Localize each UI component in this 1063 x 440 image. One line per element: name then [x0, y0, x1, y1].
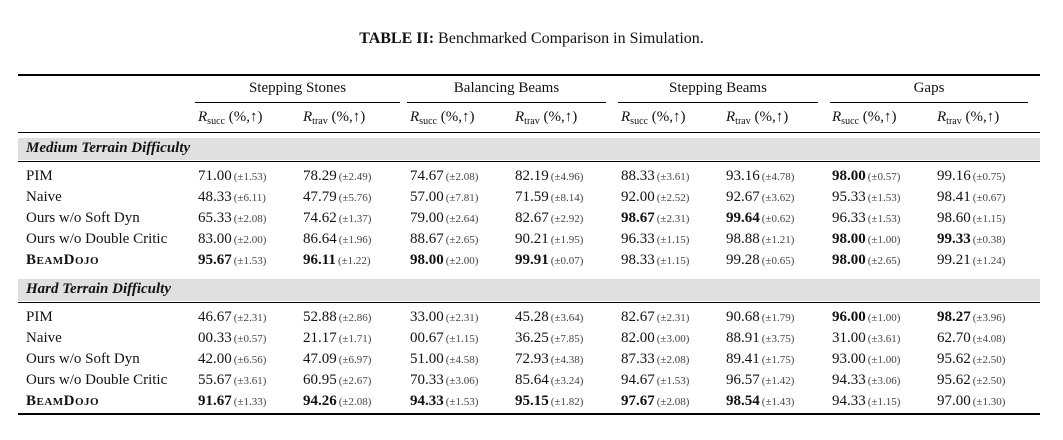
table-cell [937, 168, 1005, 185]
cell-value: 94.33 [832, 393, 866, 409]
row-label: Naive [26, 189, 62, 205]
table-cell [410, 351, 478, 368]
table-cell [832, 168, 900, 185]
cell-value: 98.41 [937, 189, 971, 205]
table-cell [832, 231, 900, 248]
table-cell [515, 330, 583, 347]
cell-value: 98.33 [621, 252, 655, 268]
table-rule [18, 161, 1040, 162]
cell-value: 42.00 [198, 351, 232, 367]
cell-value: 99.91 [515, 252, 549, 268]
cell-std: (±1.33) [233, 396, 267, 408]
cell-value: 96.33 [832, 210, 866, 226]
cell-value: 99.16 [937, 168, 971, 184]
table-row [18, 330, 1040, 351]
cell-std: (±0.07) [550, 255, 584, 267]
cell-value: 96.33 [621, 231, 655, 247]
cell-std: (±2.92) [550, 213, 584, 225]
cell-std: (±3.06) [445, 375, 479, 387]
table-cell [937, 252, 1005, 269]
table-rule [18, 132, 1040, 133]
cell-std: (±1.30) [972, 396, 1006, 408]
cell-std: (±2.08) [233, 213, 267, 225]
table-cell [198, 231, 266, 248]
table-cell [726, 252, 794, 269]
table-row [18, 309, 1040, 330]
group-underline [618, 102, 818, 103]
row-label: Ours w/o Double Critic [26, 372, 168, 388]
table-cell [832, 351, 900, 368]
cell-value: 72.93 [515, 351, 549, 367]
table-cell [937, 309, 1005, 326]
table-row [18, 189, 1040, 210]
cell-value: 87.33 [621, 351, 655, 367]
cell-value: 33.00 [410, 309, 444, 325]
table-cell [621, 393, 689, 410]
table-cell [515, 351, 583, 368]
table-cell [937, 210, 1005, 227]
table-cell [198, 372, 266, 389]
table-cell [832, 393, 900, 410]
cell-std: (±1.43) [761, 396, 795, 408]
table-cell [410, 372, 478, 389]
table-cell [726, 372, 794, 389]
cell-value: 70.33 [410, 372, 444, 388]
cell-value: 65.33 [198, 210, 232, 226]
row-label: PIM [26, 309, 53, 325]
cell-value: 82.67 [515, 210, 549, 226]
cell-value: 96.00 [832, 309, 866, 325]
table-cell [303, 372, 371, 389]
cell-value: 46.67 [198, 309, 232, 325]
cell-value: 95.62 [937, 372, 971, 388]
table-cell [832, 330, 900, 347]
table-cell [621, 252, 689, 269]
table-cell [410, 252, 478, 269]
cell-std: (±1.53) [656, 375, 690, 387]
cell-value: 96.11 [303, 252, 336, 268]
table-row [18, 351, 1040, 372]
cell-value: 98.54 [726, 393, 760, 409]
cell-std: (±1.15) [656, 255, 690, 267]
table-cell [621, 372, 689, 389]
cell-value: 51.00 [410, 351, 444, 367]
cell-std: (±4.96) [550, 171, 584, 183]
table-cell [621, 231, 689, 248]
cell-std: (±1.00) [867, 234, 901, 246]
cell-value: 94.33 [832, 372, 866, 388]
cell-value: 90.68 [726, 309, 760, 325]
cell-value: 55.67 [198, 372, 232, 388]
cell-std: (±8.14) [550, 192, 584, 204]
metric-header: $R_{trav}$ (%,↑) [515, 109, 578, 127]
cell-value: 93.00 [832, 351, 866, 367]
cell-value: 95.62 [937, 351, 971, 367]
row-label: Ours w/o Soft Dyn [26, 351, 140, 367]
cell-std: (±2.49) [338, 171, 372, 183]
cell-value: 21.17 [303, 330, 337, 346]
cell-std: (±1.24) [972, 255, 1006, 267]
cell-value: 00.33 [198, 330, 232, 346]
cell-std: (±1.95) [550, 234, 584, 246]
cell-std: (±0.57) [233, 333, 267, 345]
cell-value: 88.91 [726, 330, 760, 346]
cell-std: (±1.00) [867, 312, 901, 324]
table-cell [832, 210, 900, 227]
cell-value: 88.33 [621, 168, 655, 184]
table-cell [198, 330, 266, 347]
cell-value: 74.62 [303, 210, 337, 226]
table-cell [832, 372, 900, 389]
group-underline [407, 102, 606, 103]
table-cell [198, 189, 266, 206]
table-cell [303, 210, 371, 227]
table-cell [832, 309, 900, 326]
cell-std: (±5.76) [338, 192, 372, 204]
cell-value: 00.67 [410, 330, 444, 346]
table-rule [18, 74, 1040, 76]
cell-value: 98.00 [832, 252, 866, 268]
table-cell [726, 189, 794, 206]
cell-value: 86.64 [303, 231, 337, 247]
table-cell [621, 189, 689, 206]
group-header: Balancing Beams [453, 80, 560, 96]
table-cell [726, 330, 794, 347]
table-cell [198, 252, 266, 269]
cell-value: 88.67 [410, 231, 444, 247]
table-cell [303, 330, 371, 347]
cell-value: 97.67 [621, 393, 655, 409]
cell-std: (±1.53) [867, 192, 901, 204]
table-cell [937, 231, 1005, 248]
cell-std: (±1.42) [761, 375, 795, 387]
cell-value: 82.67 [621, 309, 655, 325]
table-cell [303, 309, 371, 326]
cell-value: 90.21 [515, 231, 549, 247]
table-cell [410, 231, 478, 248]
cell-std: (±2.31) [656, 213, 690, 225]
cell-value: 96.57 [726, 372, 760, 388]
cell-std: (±4.38) [550, 354, 584, 366]
table-cell [937, 393, 1005, 410]
metric-header: $R_{succ}$ (%,↑) [410, 109, 475, 127]
cell-std: (±1.82) [550, 396, 584, 408]
cell-std: (±1.75) [761, 354, 795, 366]
cell-std: (±2.00) [233, 234, 267, 246]
table-row [18, 168, 1040, 189]
cell-std: (±1.37) [338, 213, 372, 225]
cell-std: (±6.97) [338, 354, 372, 366]
cell-value: 71.59 [515, 189, 549, 205]
cell-std: (±2.65) [445, 234, 479, 246]
group-header: Stepping Stones [248, 80, 347, 96]
cell-value: 99.28 [726, 252, 760, 268]
table-cell [726, 210, 794, 227]
caption-label: TABLE II: [359, 30, 435, 47]
cell-value: 36.25 [515, 330, 549, 346]
table-cell [937, 351, 1005, 368]
cell-value: 48.33 [198, 189, 232, 205]
cell-value: 45.28 [515, 309, 549, 325]
table-cell [303, 393, 371, 410]
table-cell [198, 210, 266, 227]
cell-value: 62.70 [937, 330, 971, 346]
cell-std: (±1.96) [338, 234, 372, 246]
cell-value: 94.33 [410, 393, 444, 409]
cell-std: (±3.61) [233, 375, 267, 387]
group-underline [195, 102, 400, 103]
cell-std: (±7.81) [445, 192, 479, 204]
cell-std: (±2.31) [656, 312, 690, 324]
row-label: Ours w/o Double Critic [26, 231, 168, 247]
cell-std: (±2.86) [338, 312, 372, 324]
table-cell [621, 351, 689, 368]
table-cell [515, 252, 583, 269]
cell-value: 95.33 [832, 189, 866, 205]
table-cell [515, 168, 583, 185]
table-cell [515, 231, 583, 248]
table-cell [515, 393, 583, 410]
cell-std: (±2.64) [445, 213, 479, 225]
cell-value: 92.00 [621, 189, 655, 205]
cell-std: (±3.24) [550, 375, 584, 387]
cell-value: 47.79 [303, 189, 337, 205]
section-title: Hard Terrain Difficulty [26, 281, 172, 297]
cell-std: (±2.52) [656, 192, 690, 204]
cell-std: (±3.61) [656, 171, 690, 183]
cell-value: 98.00 [410, 252, 444, 268]
table-cell [515, 309, 583, 326]
section-band [18, 279, 1040, 301]
cell-std: (±1.15) [445, 333, 479, 345]
caption-text: Benchmarked Comparison in Simulation. [438, 30, 704, 47]
cell-std: (±4.78) [761, 171, 795, 183]
cell-value: 93.16 [726, 168, 760, 184]
cell-std: (±3.62) [761, 192, 795, 204]
cell-value: 97.00 [937, 393, 971, 409]
metric-header: $R_{succ}$ (%,↑) [621, 109, 686, 127]
table-cell [303, 189, 371, 206]
table-cell [515, 189, 583, 206]
cell-value: 99.33 [937, 231, 971, 247]
cell-std: (±1.53) [867, 213, 901, 225]
cell-std: (±1.79) [761, 312, 795, 324]
cell-value: 99.21 [937, 252, 971, 268]
cell-std: (±3.96) [972, 312, 1006, 324]
table-row [18, 231, 1040, 252]
table-cell [198, 351, 266, 368]
cell-std: (±0.67) [972, 192, 1006, 204]
cell-std: (±0.62) [761, 213, 795, 225]
cell-std: (±2.08) [445, 171, 479, 183]
cell-value: 31.00 [832, 330, 866, 346]
table-row [18, 252, 1040, 273]
cell-std: (±6.56) [233, 354, 267, 366]
cell-std: (±1.71) [338, 333, 372, 345]
cell-value: 47.09 [303, 351, 337, 367]
cell-std: (±2.67) [338, 375, 372, 387]
table-cell [726, 393, 794, 410]
table-cell [410, 189, 478, 206]
cell-value: 78.29 [303, 168, 337, 184]
cell-std: (±1.53) [233, 255, 267, 267]
cell-std: (±0.38) [972, 234, 1006, 246]
cell-std: (±2.31) [233, 312, 267, 324]
table-row [18, 372, 1040, 393]
table-cell [832, 252, 900, 269]
table-cell [937, 372, 1005, 389]
group-header: Gaps [913, 80, 945, 96]
table-cell [410, 309, 478, 326]
cell-value: 91.67 [198, 393, 232, 409]
table-cell [515, 210, 583, 227]
metric-header: $R_{trav}$ (%,↑) [726, 109, 789, 127]
table-cell [621, 330, 689, 347]
table-cell [410, 210, 478, 227]
row-label: BeamDojo [26, 393, 100, 409]
table-cell [726, 168, 794, 185]
cell-std: (±3.61) [867, 333, 901, 345]
cell-std: (±4.58) [445, 354, 479, 366]
cell-value: 98.67 [621, 210, 655, 226]
metric-header: $R_{trav}$ (%,↑) [303, 109, 366, 127]
table-caption [0, 30, 1063, 48]
cell-value: 60.95 [303, 372, 337, 388]
table-cell [410, 330, 478, 347]
cell-std: (±2.50) [972, 354, 1006, 366]
table-cell [303, 168, 371, 185]
cell-std: (±2.65) [867, 255, 901, 267]
cell-value: 57.00 [410, 189, 444, 205]
table-rule [18, 302, 1040, 303]
group-underline [830, 102, 1028, 103]
cell-std: (±1.53) [233, 171, 267, 183]
cell-value: 74.67 [410, 168, 444, 184]
table-cell [726, 351, 794, 368]
cell-value: 82.19 [515, 168, 549, 184]
cell-std: (±4.08) [972, 333, 1006, 345]
cell-value: 52.88 [303, 309, 337, 325]
row-label: PIM [26, 168, 53, 184]
cell-std: (±0.65) [761, 255, 795, 267]
cell-std: (±1.22) [337, 255, 371, 267]
table-cell [621, 309, 689, 326]
cell-std: (±1.15) [656, 234, 690, 246]
cell-std: (±6.11) [233, 192, 266, 204]
section-band [18, 138, 1040, 160]
cell-value: 71.00 [198, 168, 232, 184]
metric-header: $R_{trav}$ (%,↑) [937, 109, 1000, 127]
cell-value: 98.60 [937, 210, 971, 226]
table-row [18, 210, 1040, 231]
cell-std: (±3.64) [550, 312, 584, 324]
table-cell [410, 168, 478, 185]
cell-std: (±2.00) [445, 255, 479, 267]
cell-value: 95.67 [198, 252, 232, 268]
cell-value: 98.00 [832, 231, 866, 247]
cell-std: (±1.21) [761, 234, 795, 246]
cell-std: (±2.50) [972, 375, 1006, 387]
cell-value: 94.26 [303, 393, 337, 409]
table-cell [303, 351, 371, 368]
cell-value: 99.64 [726, 210, 760, 226]
table-cell [198, 168, 266, 185]
cell-value: 92.67 [726, 189, 760, 205]
cell-std: (±3.00) [656, 333, 690, 345]
table-cell [515, 372, 583, 389]
table-cell [832, 189, 900, 206]
cell-value: 85.64 [515, 372, 549, 388]
cell-std: (±1.00) [867, 354, 901, 366]
cell-value: 94.67 [621, 372, 655, 388]
cell-std: (±3.06) [867, 375, 901, 387]
row-label: Naive [26, 330, 62, 346]
cell-std: (±1.15) [867, 396, 901, 408]
table-cell [621, 168, 689, 185]
table-row [18, 393, 1040, 414]
cell-std: (±2.08) [656, 354, 690, 366]
metric-header: $R_{succ}$ (%,↑) [198, 109, 263, 127]
cell-value: 89.41 [726, 351, 760, 367]
row-label: Ours w/o Soft Dyn [26, 210, 140, 226]
metric-header: $R_{succ}$ (%,↑) [832, 109, 897, 127]
cell-value: 98.00 [832, 168, 866, 184]
cell-std: (±0.57) [867, 171, 901, 183]
cell-value: 98.88 [726, 231, 760, 247]
cell-value: 83.00 [198, 231, 232, 247]
cell-std: (±1.15) [972, 213, 1006, 225]
cell-value: 95.15 [515, 393, 549, 409]
table-rule [18, 413, 1040, 415]
table-cell [410, 393, 478, 410]
row-label: BeamDojo [26, 252, 100, 268]
section-title: Medium Terrain Difficulty [26, 140, 191, 156]
cell-std: (±2.08) [656, 396, 690, 408]
group-header: Stepping Beams [669, 80, 767, 96]
table-cell [621, 210, 689, 227]
cell-std: (±3.75) [761, 333, 795, 345]
cell-value: 79.00 [410, 210, 444, 226]
table-cell [303, 231, 371, 248]
table-cell [726, 309, 794, 326]
cell-std: (±2.31) [445, 312, 479, 324]
table-cell [198, 309, 266, 326]
table-cell [303, 252, 371, 269]
cell-value: 98.27 [937, 309, 971, 325]
cell-std: (±7.85) [550, 333, 584, 345]
cell-std: (±2.08) [338, 396, 372, 408]
cell-std: (±1.53) [445, 396, 479, 408]
table-cell [726, 231, 794, 248]
table-cell [937, 330, 1005, 347]
table-cell [937, 189, 1005, 206]
table-cell [198, 393, 266, 410]
cell-value: 82.00 [621, 330, 655, 346]
cell-std: (±0.75) [972, 171, 1006, 183]
